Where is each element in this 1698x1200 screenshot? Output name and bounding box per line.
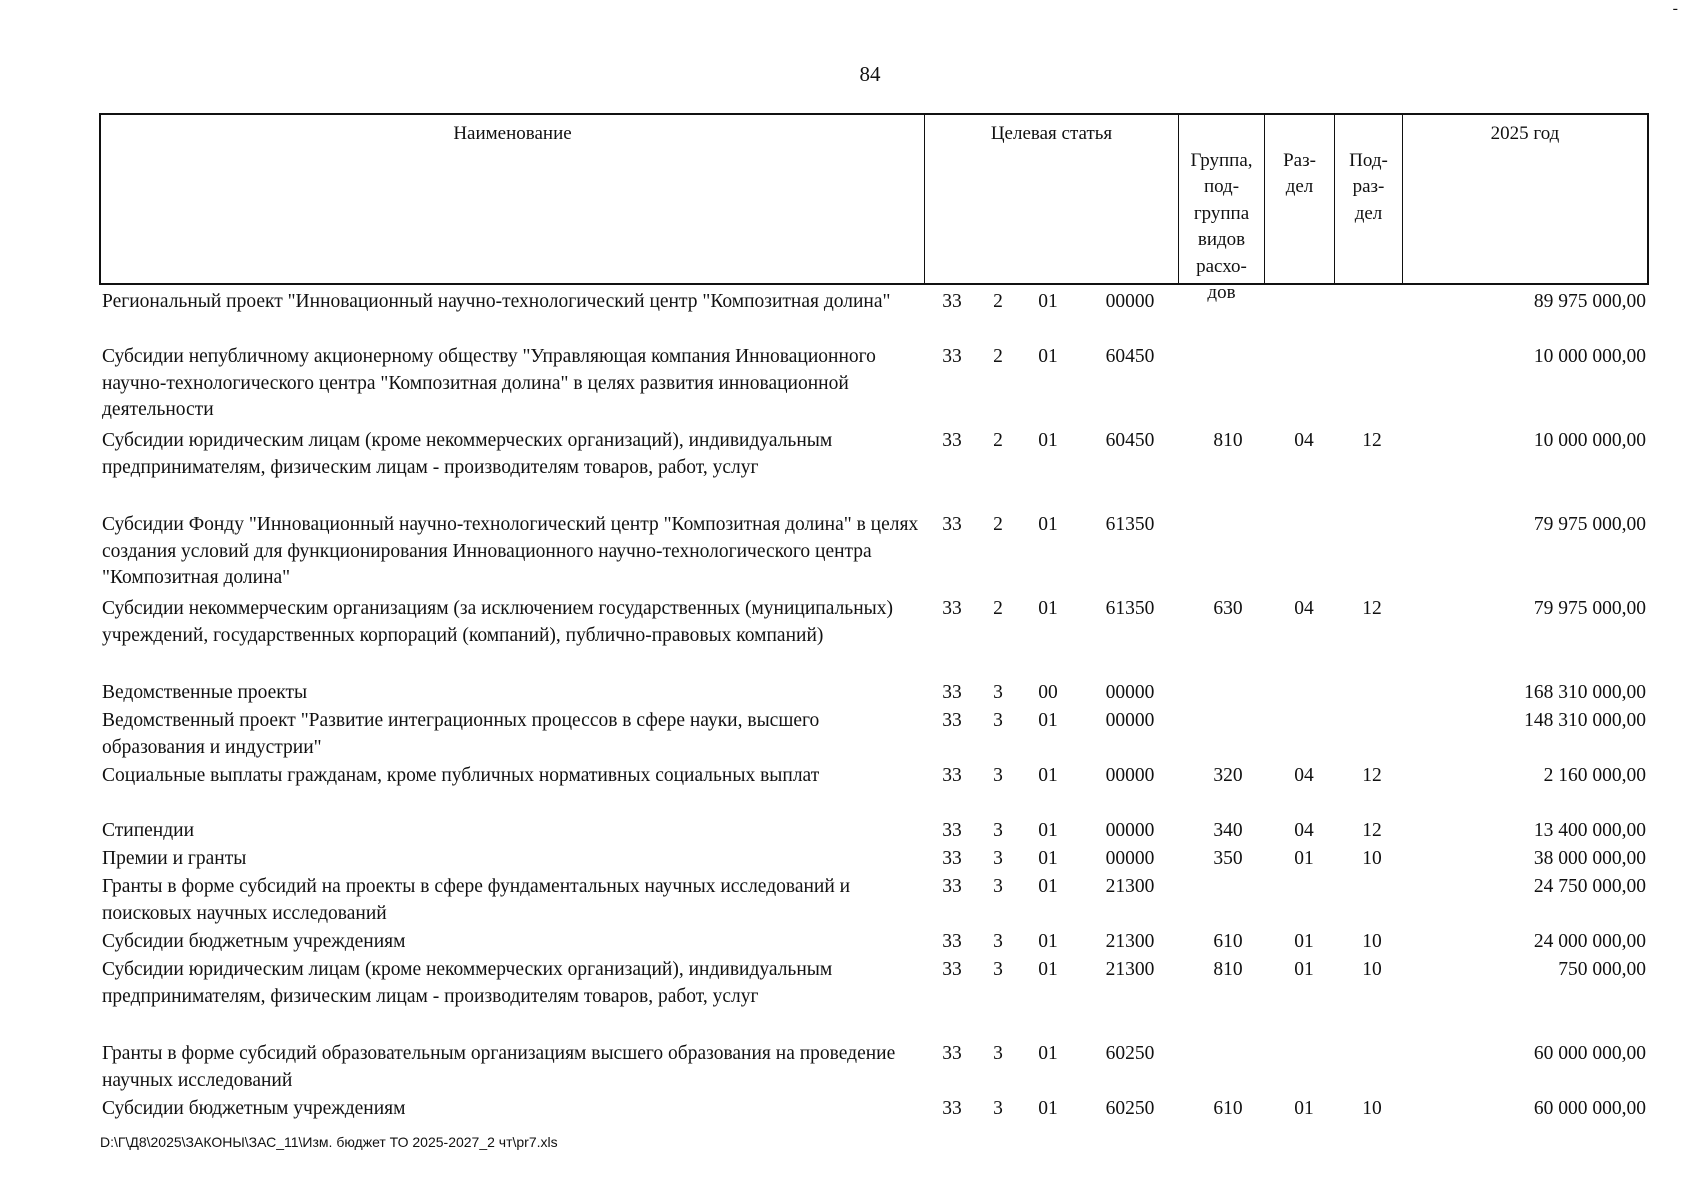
row-target-article-1: 33 [942, 710, 962, 731]
row-target-article-3: 01 [1038, 820, 1058, 841]
row-amount: 2 160 000,00 [1543, 765, 1646, 786]
row-section: 04 [1294, 765, 1314, 786]
row-target-article-1: 33 [942, 430, 962, 451]
row-name: Субсидии некоммерческим организациям (за исключением государственных (муниципальных) учреждений, государственных корпораций (компаний), публично-правовых компаний) [102, 598, 893, 646]
row-amount: 60 000 000,00 [1533, 1098, 1646, 1119]
row-target-article-4: 61350 [1105, 598, 1155, 619]
row-section: 01 [1294, 848, 1314, 869]
row-group: 610 [1213, 1098, 1243, 1119]
row-name: Субсидии бюджетным учреждениям [102, 1098, 406, 1119]
row-target-article-4: 00000 [1105, 820, 1155, 841]
row-group: 320 [1213, 765, 1243, 786]
row-amount: 79 975 000,00 [1533, 598, 1646, 619]
header-subsection-cell [1335, 115, 1403, 283]
row-amount: 24 000 000,00 [1533, 931, 1646, 952]
row-name: Региональный проект "Инновационный научно-технологический центр "Композитная долина" [102, 291, 891, 312]
header-group: Группа, под- группа видов расхо- дов [1190, 149, 1253, 303]
row-target-article-2: 2 [993, 291, 1003, 312]
row-target-article-2: 3 [993, 931, 1003, 952]
header-name-cell [101, 115, 925, 283]
row-target-article-2: 3 [993, 682, 1003, 703]
row-target-article-4: 21300 [1105, 876, 1155, 897]
row-name: Гранты в форме субсидий образовательным организациям высшего образования на проведение научных исследований [102, 1043, 896, 1091]
row-target-article-4: 21300 [1105, 931, 1155, 952]
row-target-article-4: 60450 [1105, 346, 1155, 367]
row-subsection: 12 [1362, 820, 1382, 841]
row-target-article-4: 00000 [1105, 848, 1155, 869]
row-target-article-3: 01 [1038, 514, 1058, 535]
row-target-article-4: 60450 [1105, 430, 1155, 451]
row-target-article-3: 01 [1038, 1098, 1058, 1119]
row-amount: 10 000 000,00 [1533, 346, 1646, 367]
row-amount: 168 310 000,00 [1524, 682, 1646, 703]
row-amount: 38 000 000,00 [1533, 848, 1646, 869]
row-target-article-1: 33 [942, 514, 962, 535]
row-target-article-3: 01 [1038, 710, 1058, 731]
row-target-article-4: 60250 [1105, 1043, 1155, 1064]
row-target-article-1: 33 [942, 1043, 962, 1064]
row-target-article-2: 2 [993, 346, 1003, 367]
row-section: 01 [1294, 931, 1314, 952]
row-subsection: 12 [1362, 598, 1382, 619]
row-name: Субсидии Фонду "Инновационный научно-технологический центр "Композитная долина" в целях создания условий для функционирования Инновационного научно-технологического центра "Композитная долина" [102, 514, 919, 588]
row-subsection: 10 [1362, 959, 1382, 980]
header-target-article: Целевая статья [990, 123, 1113, 144]
row-amount: 24 750 000,00 [1533, 876, 1646, 897]
header-section: Раз- дел [1283, 149, 1316, 197]
row-target-article-2: 3 [993, 1043, 1003, 1064]
row-group: 810 [1213, 430, 1243, 451]
row-target-article-2: 3 [993, 820, 1003, 841]
header-target-article-cell [925, 115, 1179, 283]
row-target-article-3: 00 [1038, 682, 1058, 703]
row-name: Ведомственные проекты [102, 682, 308, 703]
row-amount: 89 975 000,00 [1533, 291, 1646, 312]
row-name: Субсидии бюджетным учреждениям [102, 931, 406, 952]
row-target-article-3: 01 [1038, 876, 1058, 897]
row-amount: 79 975 000,00 [1533, 514, 1646, 535]
row-target-article-3: 01 [1038, 931, 1058, 952]
page-number: 84 [859, 62, 881, 86]
row-name: Субсидии непубличному акционерному обществу "Управляющая компания Инновационного научно-технологического центра "Композитная долина" в целях развития инновационной деятельности [102, 346, 876, 420]
row-section: 04 [1294, 598, 1314, 619]
row-subsection: 12 [1362, 765, 1382, 786]
header-section-cell [1265, 115, 1335, 283]
row-subsection: 12 [1362, 430, 1382, 451]
row-target-article-3: 01 [1038, 430, 1058, 451]
row-section: 04 [1294, 820, 1314, 841]
row-target-article-4: 00000 [1105, 682, 1155, 703]
row-target-article-4: 21300 [1105, 959, 1155, 980]
row-name: Стипендии [102, 820, 195, 841]
row-amount: 750 000,00 [1558, 959, 1646, 980]
row-target-article-3: 01 [1038, 959, 1058, 980]
row-target-article-3: 01 [1038, 765, 1058, 786]
row-group: 610 [1213, 931, 1243, 952]
row-target-article-1: 33 [942, 291, 962, 312]
row-group: 340 [1213, 820, 1243, 841]
row-target-article-2: 3 [993, 1098, 1003, 1119]
row-target-article-2: 3 [993, 959, 1003, 980]
row-subsection: 10 [1362, 848, 1382, 869]
row-target-article-2: 2 [993, 514, 1003, 535]
row-target-article-3: 01 [1038, 291, 1058, 312]
row-target-article-1: 33 [942, 765, 962, 786]
row-name: Премии и гранты [102, 848, 247, 869]
header-subsection: Под- раз- дел [1349, 149, 1388, 224]
row-target-article-1: 33 [942, 931, 962, 952]
row-section: 04 [1294, 430, 1314, 451]
row-target-article-1: 33 [942, 598, 962, 619]
header-year: 2025 год [1490, 123, 1560, 144]
header-name: Наименование [453, 123, 572, 144]
row-name: Гранты в форме субсидий на проекты в сфере фундаментальных научных исследований и поисковых научных исследований [102, 876, 851, 924]
row-name: Субсидии юридическим лицам (кроме некоммерческих организаций), индивидуальным предпринимателям, физическим лицам - производителям товаров, работ, услуг [102, 430, 833, 478]
row-group: 630 [1213, 598, 1243, 619]
row-group: 810 [1213, 959, 1243, 980]
row-target-article-2: 3 [993, 848, 1003, 869]
file-path-footer: D:\Г\Д8\2025\ЗАКОНЫ\ЗАС_11\Изм. бюджет ТО 2025-2027_2 чт\pr7.xls [100, 1134, 558, 1150]
row-target-article-1: 33 [942, 959, 962, 980]
row-amount: 10 000 000,00 [1533, 430, 1646, 451]
row-target-article-1: 33 [942, 848, 962, 869]
row-target-article-4: 00000 [1105, 291, 1155, 312]
corner-mark: - [1672, 0, 1678, 17]
row-target-article-2: 3 [993, 765, 1003, 786]
row-target-article-3: 01 [1038, 848, 1058, 869]
row-amount: 60 000 000,00 [1533, 1043, 1646, 1064]
row-target-article-1: 33 [942, 876, 962, 897]
row-target-article-3: 01 [1038, 346, 1058, 367]
row-target-article-4: 00000 [1105, 765, 1155, 786]
header-year-cell [1403, 115, 1647, 283]
row-subsection: 10 [1362, 931, 1382, 952]
row-target-article-1: 33 [942, 346, 962, 367]
row-target-article-2: 3 [993, 710, 1003, 731]
row-target-article-4: 60250 [1105, 1098, 1155, 1119]
row-target-article-2: 2 [993, 598, 1003, 619]
row-name: Ведомственный проект "Развитие интеграционных процессов в сфере науки, высшего образования и индустрии" [102, 710, 820, 758]
row-target-article-2: 3 [993, 876, 1003, 897]
row-amount: 13 400 000,00 [1533, 820, 1646, 841]
header-group-cell [1179, 115, 1265, 303]
row-name: Субсидии юридическим лицам (кроме некоммерческих организаций), индивидуальным предпринимателям, физическим лицам - производителям товаров, работ, услуг [102, 959, 833, 1007]
row-target-article-2: 2 [993, 430, 1003, 451]
row-target-article-4: 61350 [1105, 514, 1155, 535]
row-target-article-1: 33 [942, 1098, 962, 1119]
row-amount: 148 310 000,00 [1524, 710, 1646, 731]
row-section: 01 [1294, 1098, 1314, 1119]
row-target-article-4: 00000 [1105, 710, 1155, 731]
row-subsection: 10 [1362, 1098, 1382, 1119]
row-target-article-3: 01 [1038, 598, 1058, 619]
row-name: Социальные выплаты гражданам, кроме публичных нормативных социальных выплат [102, 765, 820, 786]
row-group: 350 [1213, 848, 1243, 869]
row-section: 01 [1294, 959, 1314, 980]
row-target-article-1: 33 [942, 682, 962, 703]
row-target-article-3: 01 [1038, 1043, 1058, 1064]
row-target-article-1: 33 [942, 820, 962, 841]
